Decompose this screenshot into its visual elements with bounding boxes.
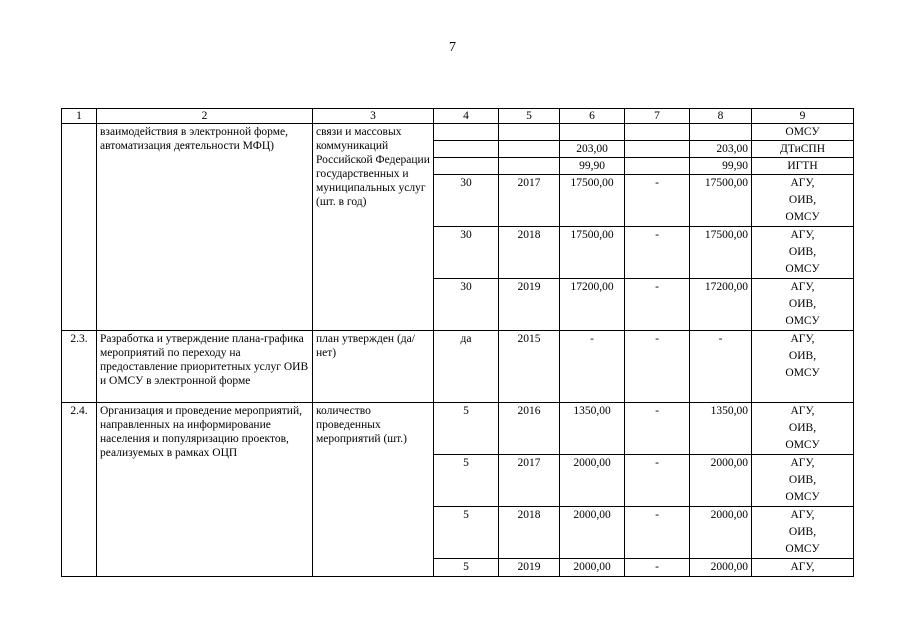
target-value: да	[434, 331, 499, 403]
amount-col7: -	[625, 331, 690, 403]
target-value: 30	[434, 227, 499, 279]
responsible-cell	[752, 403, 854, 455]
total-amount: 2000,00	[560, 455, 625, 507]
amount-col8: 2000,00	[690, 507, 752, 559]
responsible-cell	[752, 559, 854, 577]
indicator-description: связи и массовых коммуникаций Российской Федерации государственных и муниципальных услуг (шт. в год)	[313, 124, 434, 331]
responsible-line: АГУ,	[790, 457, 815, 469]
responsible-line: ОИВ,	[788, 350, 817, 362]
indicator-description: план утвержден (да/ нет)	[313, 331, 434, 403]
responsible-line: ОИВ,	[788, 194, 817, 206]
indicator-description: количество проведенных мероприятий (шт.)	[313, 403, 434, 577]
column-header: 4	[434, 109, 499, 124]
responsible-line: ОИВ,	[788, 246, 817, 258]
total-amount: 17500,00	[560, 227, 625, 279]
total-amount: -	[560, 331, 625, 403]
activity-description: взаимодействия в электронной форме, автоматизация деятельности МФЦ)	[97, 124, 313, 331]
responsible-line: ОИВ,	[788, 474, 817, 486]
responsible-cell	[752, 455, 854, 507]
target-value: 30	[434, 279, 499, 331]
amount-col8: -	[690, 331, 752, 403]
responsible-line: АГУ,	[790, 561, 815, 573]
activity-description: Организация и проведение мероприятий, направленных на информирование населения и популяризацию проектов, реализуемых в рамках ОЦП	[97, 403, 313, 577]
year-cell: 2017	[499, 455, 560, 507]
year-cell: 2017	[499, 175, 560, 227]
responsible-line: ОИВ,	[788, 298, 817, 310]
year-cell	[499, 158, 560, 175]
page-number: 7	[449, 40, 456, 55]
amount-col7: -	[625, 227, 690, 279]
amount-col8: 99,90	[690, 158, 752, 175]
amount-col7: -	[625, 559, 690, 577]
responsible-line: АГУ,	[790, 405, 815, 417]
item-number-cell	[62, 124, 97, 331]
item-number: 2.4.	[62, 403, 97, 577]
amount-col7: -	[625, 279, 690, 331]
target-value	[434, 124, 499, 141]
item-number: 2.3.	[62, 331, 97, 403]
column-header: 6	[560, 109, 625, 124]
column-header: 7	[625, 109, 690, 124]
responsible-cell: ДТиСПН	[752, 141, 854, 158]
responsible-line: ОИВ,	[788, 422, 817, 434]
column-header: 3	[313, 109, 434, 124]
amount-col8: 17200,00	[690, 279, 752, 331]
amount-col8: 17500,00	[690, 175, 752, 227]
year-cell: 2019	[499, 279, 560, 331]
responsible-cell: ИГТН	[752, 158, 854, 175]
amount-col7: -	[625, 455, 690, 507]
responsible-cell	[752, 507, 854, 559]
responsible-line: ОМСУ	[785, 263, 820, 275]
responsible-line: АГУ,	[790, 509, 815, 521]
amount-col7	[625, 158, 690, 175]
responsible-line: ОМСУ	[785, 367, 820, 379]
amount-col7: -	[625, 175, 690, 227]
total-amount: 203,00	[560, 141, 625, 158]
amount-col8: 1350,00	[690, 403, 752, 455]
responsible-line: ОМСУ	[785, 315, 820, 327]
year-cell	[499, 141, 560, 158]
total-amount	[560, 124, 625, 141]
target-value: 5	[434, 507, 499, 559]
responsible-line: АГУ,	[790, 333, 815, 345]
responsible-cell	[752, 227, 854, 279]
amount-col8: 203,00	[690, 141, 752, 158]
amount-col8: 17500,00	[690, 227, 752, 279]
amount-col8	[690, 124, 752, 141]
column-number-row	[62, 109, 854, 124]
column-header: 1	[62, 109, 97, 124]
responsible-cell	[752, 175, 854, 227]
responsible-line: АГУ,	[790, 229, 815, 241]
column-header: 8	[690, 109, 752, 124]
column-header: 9	[752, 109, 854, 124]
activities-table	[61, 108, 854, 577]
year-cell: 2019	[499, 559, 560, 577]
amount-col7: -	[625, 507, 690, 559]
responsible-line: ОМСУ	[785, 543, 820, 555]
amount-col7	[625, 141, 690, 158]
amount-col7: -	[625, 403, 690, 455]
target-value: 5	[434, 559, 499, 577]
table-row-2-4	[62, 403, 854, 455]
target-value: 5	[434, 403, 499, 455]
responsible-line: ОМСУ	[785, 211, 820, 223]
amount-col8: 2000,00	[690, 455, 752, 507]
year-cell: 2018	[499, 227, 560, 279]
year-cell	[499, 124, 560, 141]
responsible-line: АГУ,	[790, 177, 815, 189]
year-cell: 2015	[499, 331, 560, 403]
responsible-cell	[752, 279, 854, 331]
total-amount: 17500,00	[560, 175, 625, 227]
table-row	[62, 124, 854, 141]
responsible-cell: ОМСУ	[752, 124, 854, 141]
total-amount: 2000,00	[560, 507, 625, 559]
total-amount: 17200,00	[560, 279, 625, 331]
target-value	[434, 158, 499, 175]
column-header: 2	[97, 109, 313, 124]
responsible-line: ОМСУ	[785, 439, 820, 451]
total-amount: 2000,00	[560, 559, 625, 577]
responsible-cell	[752, 331, 854, 403]
target-value	[434, 141, 499, 158]
activity-description: Разработка и утверждение плана-графика мероприятий по переходу на предоставление приоритетных услуг ОИВ и ОМСУ в электронной форме	[97, 331, 313, 403]
total-amount: 1350,00	[560, 403, 625, 455]
amount-col8: 2000,00	[690, 559, 752, 577]
year-cell: 2016	[499, 403, 560, 455]
responsible-line: АГУ,	[790, 281, 815, 293]
amount-col7	[625, 124, 690, 141]
target-value: 5	[434, 455, 499, 507]
year-cell: 2018	[499, 507, 560, 559]
table-row-2-3	[62, 331, 854, 403]
total-amount: 99,90	[560, 158, 625, 175]
target-value: 30	[434, 175, 499, 227]
responsible-line: ОИВ,	[788, 526, 817, 538]
column-header: 5	[499, 109, 560, 124]
responsible-line: ОМСУ	[785, 491, 820, 503]
